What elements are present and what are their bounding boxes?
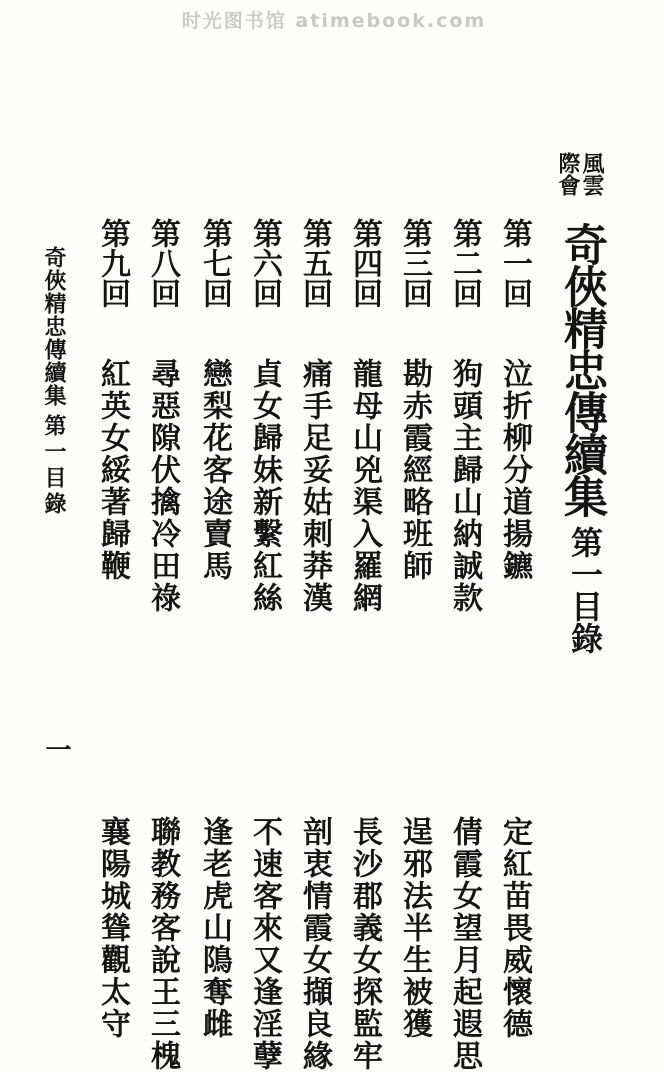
running-section: 第一目錄 bbox=[41, 414, 67, 518]
series-label bbox=[556, 152, 604, 196]
contents-heading: 第一目錄 bbox=[566, 526, 604, 654]
chapter-number: 第九回 bbox=[95, 218, 130, 308]
book-title: 奇俠精忠傳續集 bbox=[556, 222, 607, 516]
chapter-number: 第七回 bbox=[197, 218, 232, 308]
chapter-line-1: 勘赤霞經略班師 bbox=[397, 358, 432, 582]
page-number: 一 bbox=[41, 736, 71, 762]
chapter-number: 第六回 bbox=[247, 218, 282, 308]
chapter-entry bbox=[95, 218, 130, 1040]
chapter-line-1: 龍母山兇渠入羅網 bbox=[347, 358, 382, 614]
chapter-number: 第二回 bbox=[447, 218, 482, 308]
chapter-line-2: 長沙郡義女探監牢 bbox=[347, 816, 382, 1072]
chapter-line-1: 戀梨花客途賣馬 bbox=[197, 358, 232, 582]
chapter-entry bbox=[397, 218, 432, 1040]
series-line-2: 際會 bbox=[555, 152, 581, 196]
chapter-entry bbox=[297, 218, 332, 1072]
chapter-line-1: 紅英女綏著歸鞭 bbox=[95, 358, 130, 582]
chapter-number: 第四回 bbox=[347, 218, 382, 308]
chapter-entry bbox=[347, 218, 382, 1072]
chapter-line-2: 聯教務客說王三槐 bbox=[145, 816, 180, 1072]
chapter-number: 第八回 bbox=[145, 218, 180, 308]
chapter-number: 第五回 bbox=[297, 218, 332, 308]
chapter-line-2: 不速客來又逢淫孽 bbox=[247, 816, 282, 1072]
chapter-number: 第三回 bbox=[397, 218, 432, 308]
running-title: 奇俠精忠傳續集 bbox=[41, 246, 67, 407]
series-line-1: 風雲 bbox=[579, 152, 605, 196]
chapter-entry bbox=[145, 218, 180, 1072]
chapter-line-1: 痛手足妥姑刺莽漢 bbox=[297, 358, 332, 614]
chapter-line-2: 定紅苗畏威懷德 bbox=[497, 816, 532, 1040]
chapter-line-1: 狗頭主歸山納誠款 bbox=[447, 358, 482, 614]
chapter-line-2: 襄陽城聳觀太守 bbox=[95, 816, 130, 1040]
chapter-entry bbox=[247, 218, 282, 1072]
chapter-line-2: 逞邪法半生被獲 bbox=[397, 816, 432, 1040]
chapter-line-1: 尋惡隙伏擒冷田祿 bbox=[145, 358, 180, 614]
chapter-line-1: 泣折柳分道揚鑣 bbox=[497, 358, 532, 582]
chapter-line-2: 剖衷情霞女擷良緣 bbox=[297, 816, 332, 1072]
chapter-entry bbox=[197, 218, 232, 1040]
chapter-line-2: 逢老虎山隝奪雌 bbox=[197, 816, 232, 1040]
chapter-entry bbox=[497, 218, 532, 1040]
watermark: 时光图书馆 atimebook.com bbox=[181, 10, 487, 32]
chapter-line-1: 貞女歸妹新繫紅絲 bbox=[247, 358, 282, 614]
chapter-line-2: 倩霞女望月起遐思 bbox=[447, 816, 482, 1072]
chapter-number: 第一回 bbox=[497, 218, 532, 308]
chapter-entry bbox=[447, 218, 482, 1072]
